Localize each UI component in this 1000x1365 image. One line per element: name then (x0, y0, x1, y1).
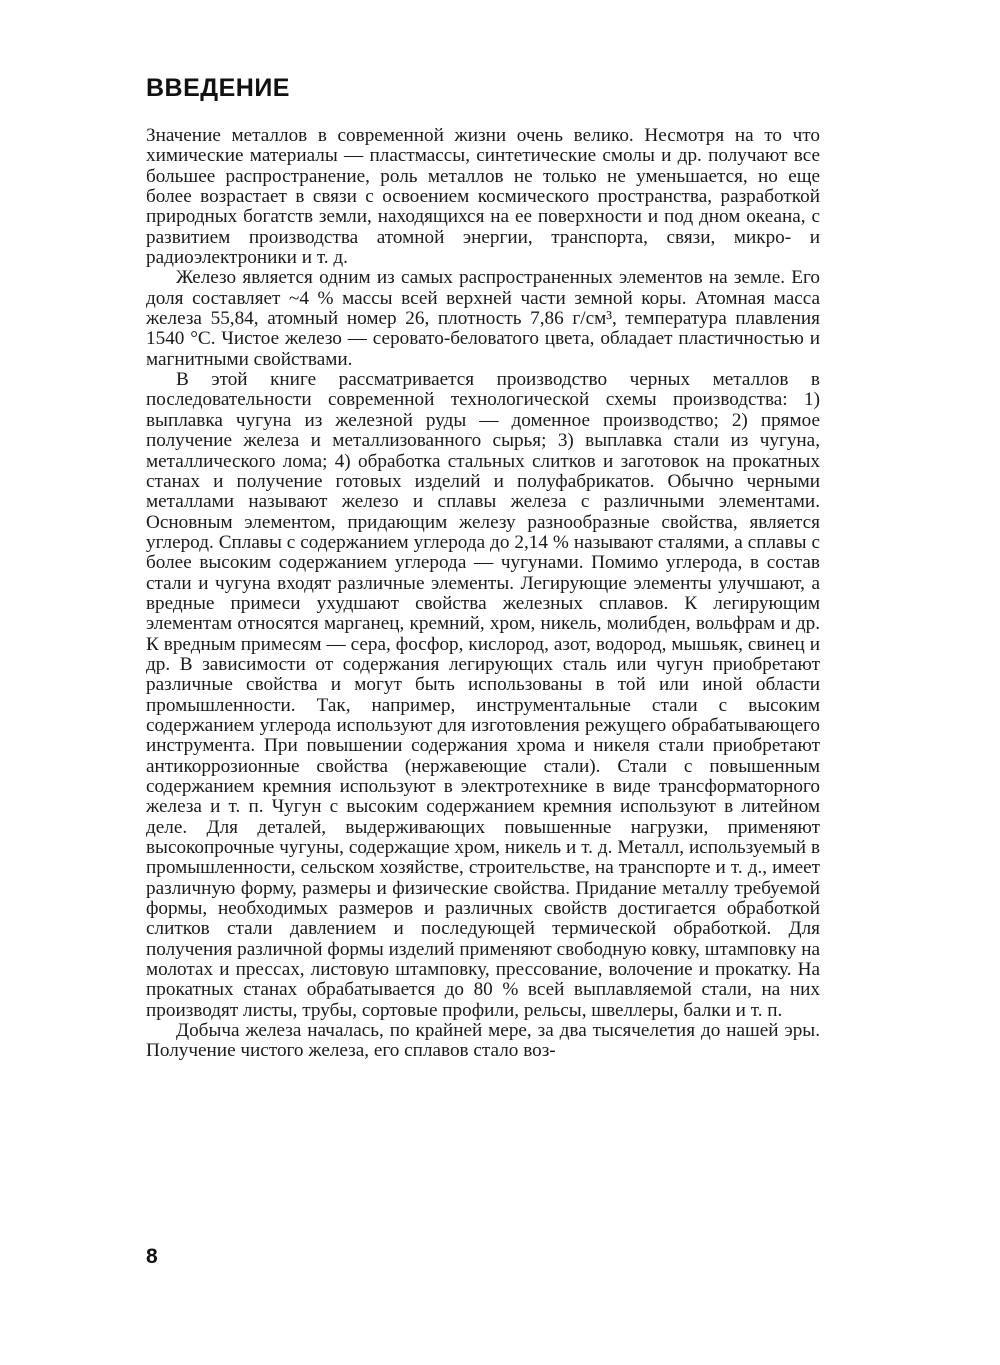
page-title: ВВЕДЕНИЕ (146, 74, 290, 102)
paragraph-1: Значение металлов в современной жизни очень велико. Несмотря на то что химические материалы — пластмассы, синтетические смолы и др. получают все большее распространение, роль металлов не только не уменьшается, но еще более возрастает в связи с освоением космического пространства, разработкой природных богатств земли, находящихся на ее поверхности и под дном океана, с развитием производства атомной энергии, транспорта, связи, микро- и радиоэлектроники и т. д. (146, 125, 820, 269)
paragraph-3: В этой книге рассматривается производство черных металлов в последовательности современной технологической схемы производства: 1) выплавка чугуна из железной руды — доменное производство; 2) прямое получение железа и металлизованного сырья; 3) выплавка стали из чугуна, металлического лома; 4) обработка стальных слитков и заготовок на прокатных станах и получение готовых изделий и полуфабрикатов. Обычно черными металлами называют железо и сплавы железа с различными элементами. Основным элементом, придающим железу разнообразные свойства, является углерод. Сплавы с содержанием углерода до 2,14 % называют сталями, а сплавы с более высоким содержанием углерода — чугунами. Помимо углерода, в состав стали и чугуна входят различные элементы. Легирующие элементы улучшают, а вредные примеси ухудшают свойства железных сплавов. К легирующим элементам относятся марганец, кремний, хром, никель, молибден, вольфрам и др. К вредным примесям — сера, фосфор, кислород, азот, водород, мышьяк, свинец и др. В зависимости от содержания легирующих сталь или чугун приобретают различные свойства и могут быть использованы в той или иной области промышленности. Так, например, инструментальные стали с высоким содержанием углерода используют для изготовления режущего обрабатывающего инструмента. При повышении содержания хрома и никеля стали приобретают антикоррозионные свойства (нержавеющие стали). Стали с повышенным содержанием кремния используют в электротехнике в виде трансформаторного железа и т. п. Чугун с высоким содержанием кремния используют в литейном деле. Для деталей, выдерживающих повышенные нагрузки, применяют высокопрочные чугуны, содержащие хром, никель и т. д. Металл, используемый в промышленности, сельском хозяйстве, строительстве, на транспорте и т. д., имеет различную форму, размеры и физические свойства. Придание металлу требуемой формы, необходимых размеров и различных свойств достигается обработкой слитков стали давлением и последующей термической обработкой. Для получения различной формы изделий применяют свободную ковку, штамповку на молотах и прессах, листовую штамповку, прессование, волочение и прокатку. На прокатных станах обрабатывается до 80 % всей выплавляемой стали, на них производят листы, трубы, сортовые профили, рельсы, швеллеры, балки и т. п. (146, 369, 820, 1021)
page-number: 8 (146, 1245, 158, 1268)
body-text (146, 126, 820, 1062)
paragraph-4: Добыча железа началась, по крайней мере, за два тысячелетия до нашей эры. Получение чистого железа, его сплавов стало воз- (146, 1020, 820, 1062)
paragraph-2: Железо является одним из самых распространенных элементов на земле. Его доля составляет ~4 % массы всей верхней части земной коры. Атомная масса железа 55,84, атомный номер 26, плотность 7,86 г/см³, температура плавления 1540 °С. Чистое железо — серовато-беловатого цвета, обладает пластичностью и магнитными свойствами. (146, 267, 820, 370)
